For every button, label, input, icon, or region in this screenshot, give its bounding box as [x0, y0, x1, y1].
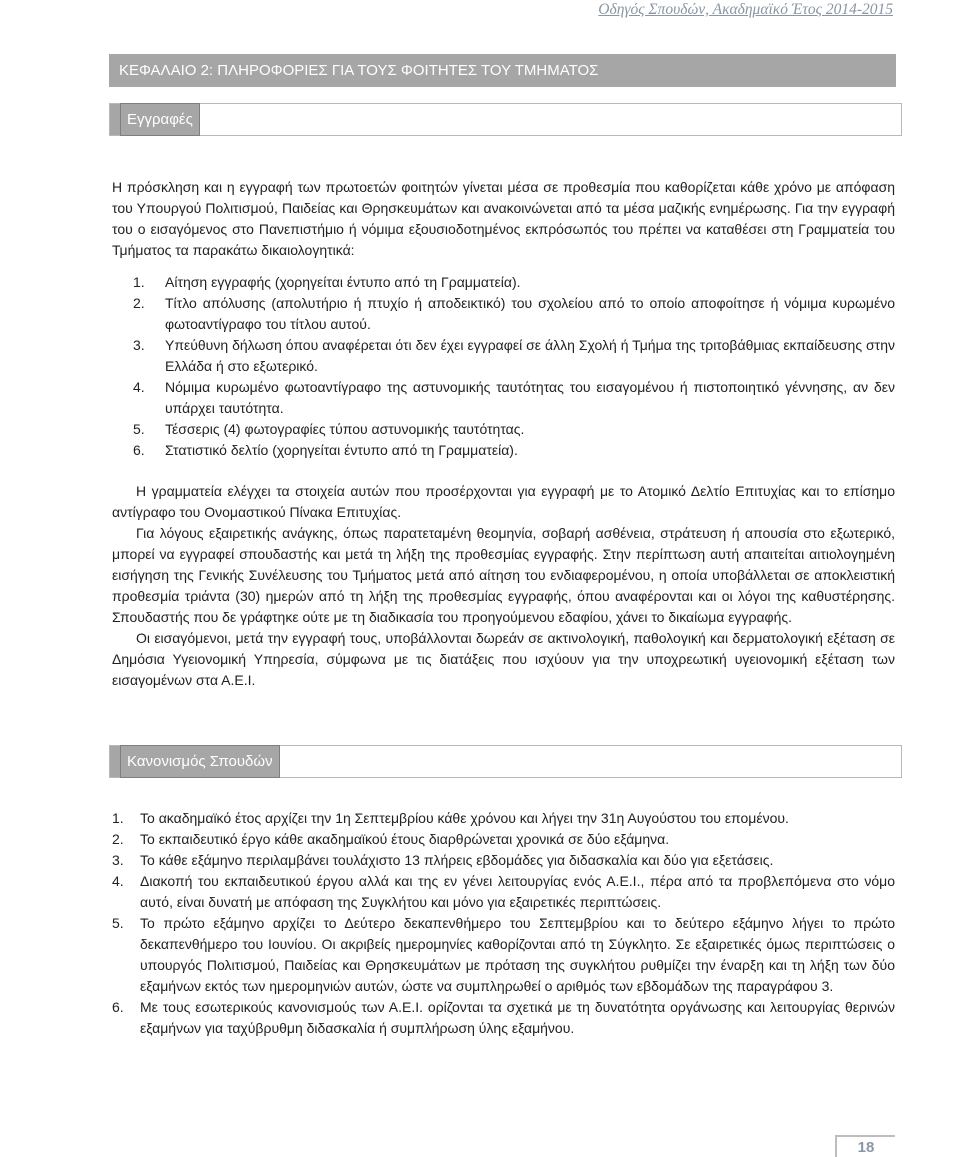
study-regulations-list — [112, 808, 895, 1039]
item-number: 4. — [112, 873, 124, 889]
item-text: Το κάθε εξάμηνο περιλαμβάνει τουλάχιστο 13 πλήρεις εβδομάδες για διδασκαλία και δύο για εξετάσεις. — [140, 852, 774, 868]
item-number: 4. — [133, 379, 145, 395]
item-text: Τέσσερις (4) φωτογραφίες τύπου αστυνομικής ταυτότητας. — [165, 421, 525, 437]
item-text: Τίτλο απόλυσης (απολυτήριο ή πτυχίο ή αποδεικτικό) του σχολείου από το οποίο αποφοίτησε ή νόμιμα κυρωμένο φωτοαντίγραφο του τίτλου αυτού. — [165, 295, 895, 332]
list-item — [133, 377, 895, 419]
item-number: 1. — [112, 810, 124, 826]
chapter-title-bar — [109, 54, 896, 87]
section-heading-regulations — [109, 745, 902, 778]
list-item — [112, 997, 895, 1039]
paragraph: Για λόγους εξαιρετικής ανάγκης, όπως παρατεταμένη θεομηνία, σοβαρή ασθένεια, στράτευση ή απουσία στο εξωτερικό, μπορεί να εγγραφεί σπουδαστής και μετά τη λήξη της προθεσμίας εγγραφής. Στην περίπτωση αυτή απαιτείται αιτιολογημένη εισήγηση της Γενικής Συνέλευσης του Τμήματος μετά από αίτηση του ενδιαφερομένου, η οποία υποβάλλεται σε αποκλειστική προθεσμία τριάντα (30) ημερών από τη λήξη της προθεσμίας εγγραφής, όπου αναφέρονται και οι λόγοι της καθυστέρησης. Σπουδαστής που δε γράφτηκε ούτε με τη διαδικασία του προηγούμενου εδαφίου, χάνει το δικαίωμα εγγραφής. — [112, 525, 895, 625]
list-item — [112, 913, 895, 997]
list-item — [112, 829, 895, 850]
list-item — [112, 850, 895, 871]
page-number: 18 — [835, 1135, 895, 1157]
list-item — [133, 440, 895, 461]
item-text: Με τους εσωτερικούς κανονισμούς των Α.Ε.Ι. ορίζονται τα σχετικά με τη δυνατότητα οργάνωσης και λειτουργίας θερινών εξαμήνων για ταχύβρυθμη διδασκαλία ή συμπλήρωση ύλης εξαμήνου. — [140, 999, 895, 1036]
section-title: Εγγραφές — [120, 103, 200, 136]
registration-intro — [112, 177, 895, 261]
intro-paragraph: Η πρόσκληση και η εγγραφή των πρωτοετών φοιτητών γίνεται μέσα σε προθεσμία που καθορίζεται κάθε χρόνο με απόφαση του Υπουργού Πολιτισμού, Παιδείας και Θρησκευμάτων και ανακοινώνεται από τα μέσα μαζικής ενημέρωσης. Για την εγγραφή του ο εισαγόμενος στο Πανεπιστήμιο ή νόμιμα εξουσιοδοτημένος εκπρόσωπός του πρέπει να καταθέσει στη Γραμματεία του Τμήματος τα παρακάτω δικαιολογητικά: — [112, 179, 895, 258]
item-number: 3. — [112, 852, 124, 868]
item-number: 3. — [133, 337, 145, 353]
list-item — [133, 293, 895, 335]
chapter-title: ΚΕΦΑΛΑΙΟ 2: ΠΛΗΡΟΦΟΡΙΕΣ ΓΙΑ ΤΟΥΣ ΦΟΙΤΗΤΕΣ ΤΟΥ ΤΜΗΜΑΤΟΣ — [119, 62, 599, 79]
item-number: 6. — [112, 999, 124, 1015]
section-stripe — [110, 746, 120, 777]
item-text: Στατιστικό δελτίο (χορηγείται έντυπο από τη Γραμματεία). — [165, 442, 518, 458]
item-number: 5. — [112, 915, 124, 931]
item-number: 2. — [133, 295, 145, 311]
item-text: Νόμιμα κυρωμένο φωτοαντίγραφο της αστυνομικής ταυτότητας του εισαγομένου ή πιστοποιητικό γέννησης, αν δεν υπάρχει ταυτότητα. — [165, 379, 895, 416]
list-item — [112, 871, 895, 913]
section-stripe — [110, 104, 120, 135]
item-text: Το πρώτο εξάμηνο αρχίζει το Δεύτερο δεκαπενθήμερο του Σεπτεμβρίου και το δεύτερο εξάμηνο λήγει το πρώτο δεκαπενθήμερο του Ιουνίου. Οι ακριβείς ημερομηνίες καθορίζονται από τη Σύγκλητο. Σε εξαιρετικές όμως περιπτώσεις ο υπουργός Πολιτισμού, Παιδείας και Θρησκευμάτων με πρόταση της συγκλήτου ρυθμίζει την έναρξη και τη λήξη των δύο εξαμήνων εκτός των ημερομηνιών αυτών, ώστε να συμπληρωθεί ο αριθμός των εβδομάδων της παραγράφου 3. — [140, 915, 895, 994]
list-item — [112, 808, 895, 829]
item-text: Αίτηση εγγραφής (χορηγείται έντυπο από τη Γραμματεία). — [165, 274, 521, 290]
item-number: 5. — [133, 421, 145, 437]
required-documents-list — [133, 272, 895, 461]
item-number: 1. — [133, 274, 145, 290]
item-text: Το ακαδημαϊκό έτος αρχίζει την 1η Σεπτεμβρίου κάθε χρόνου και λήγει την 31η Αυγούστου του επομένου. — [140, 810, 789, 826]
section-title: Κανονισμός Σπουδών — [120, 745, 280, 778]
running-header: Οδηγός Σπουδών, Ακαδημαϊκό Έτος 2014-2015 — [598, 1, 893, 18]
paragraph: Οι εισαγόμενοι, μετά την εγγραφή τους, υποβάλλονται δωρεάν σε ακτινολογική, παθολογική και δερματολογική εξέταση σε Δημόσια Υγειονομική Υπηρεσία, σύμφωνα με τις διατάξεις που ισχύουν για την υποχρεωτική υγειονομική εξέταση των εισαγομένων στα Α.Ε.Ι. — [112, 630, 895, 688]
registration-body — [112, 481, 895, 691]
item-text: Διακοπή του εκπαιδευτικού έργου αλλά και της εν γένει λειτουργίας ενός Α.Ε.Ι., πέρα από τα προβλεπόμενα στο νόμο αυτό, είναι δυνατή με απόφαση της Συγκλήτου και μόνο για εξαιρετικές περιπτώσεις. — [140, 873, 895, 910]
item-text: Υπεύθυνη δήλωση όπου αναφέρεται ότι δεν έχει εγγραφεί σε άλλη Σχολή ή Τμήμα της τριτοβάθμιας εκπαίδευσης στην Ελλάδα ή στο εξωτερικό. — [165, 337, 895, 374]
list-item — [133, 419, 895, 440]
item-number: 6. — [133, 442, 145, 458]
item-text: Το εκπαιδευτικό έργο κάθε ακαδημαϊκού έτους διαρθρώνεται χρονικά σε δύο εξάμηνα. — [140, 831, 670, 847]
list-item — [133, 272, 895, 293]
item-number: 2. — [112, 831, 124, 847]
paragraph: Η γραμματεία ελέγχει τα στοιχεία αυτών που προσέρχονται για εγγραφή με το Ατομικό Δελτίο Επιτυχίας και το επίσημο αντίγραφο του Ονομαστικού Πίνακα Επιτυχίας. — [112, 483, 895, 520]
list-item — [133, 335, 895, 377]
section-heading-registrations — [109, 103, 902, 136]
